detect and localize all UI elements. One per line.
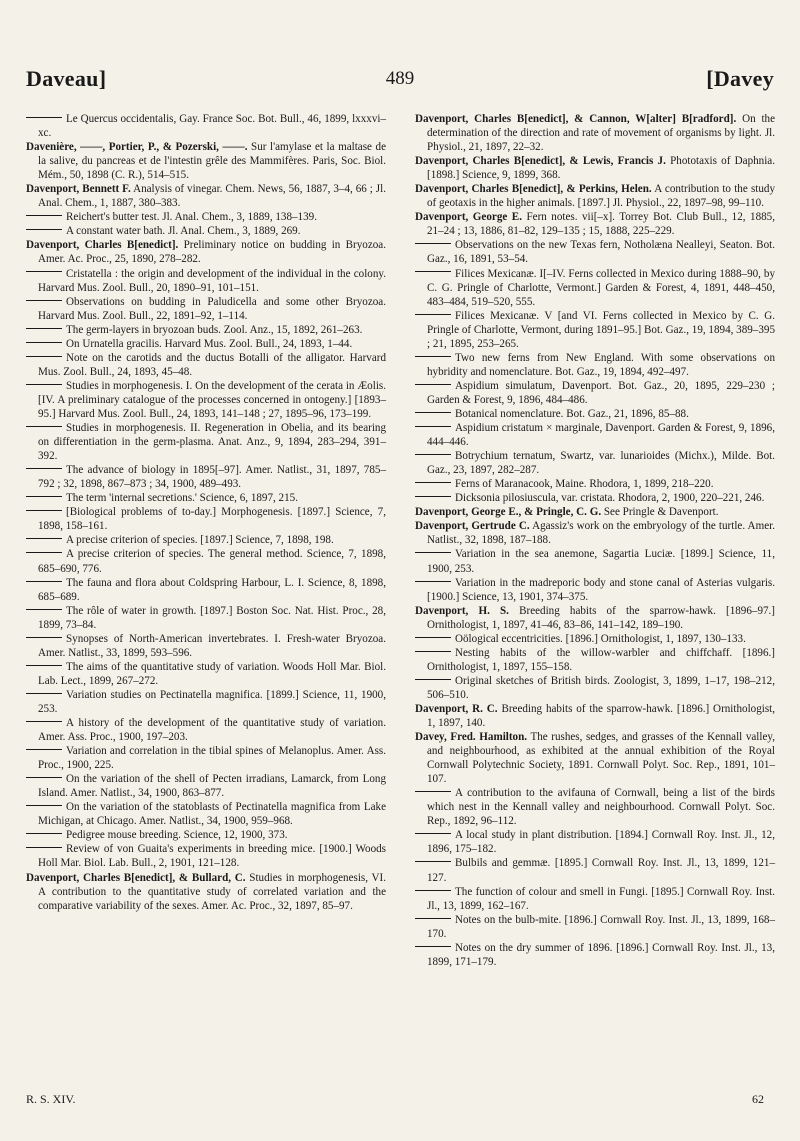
ditto-dash xyxy=(26,271,62,272)
entry-text: Nesting habits of the willow-warbler and chiffchaff. [1896.] Ornithologist, 1, 1897, 155–158. xyxy=(427,646,775,673)
bibliography-entry xyxy=(26,772,386,800)
bibliography-entry xyxy=(26,871,386,913)
page-number: 489 xyxy=(385,68,415,89)
entry-text: The aims of the quantitative study of variation. Woods Holl Mar. Biol. Lab. Lect., 1899, 267–272. xyxy=(38,660,386,687)
entry-text: A local study in plant distribution. [1894.] Cornwall Roy. Inst. Jl., 12, 1896, 175–182. xyxy=(427,829,775,856)
signature-number: 62 xyxy=(752,1092,764,1106)
ditto-dash xyxy=(26,300,62,301)
ditto-dash xyxy=(26,538,62,539)
bibliography-entry xyxy=(26,351,386,379)
entry-text: Two new ferns from New England. With some observations on hybridity and nomenclature. Bot. Gaz., 19, 1894, 492–497. xyxy=(427,351,775,378)
bibliography-entry xyxy=(26,800,386,828)
entry-text: Studies in morphogenesis, VI. A contribution to the quantitative study of correlated variation and the comparative variability of the sexes. Amer. Ac. Proc., 32, 1897, 85–97. xyxy=(38,871,387,912)
ditto-dash xyxy=(415,890,451,891)
entry-text: Observations on the new Texas fern, Notholæna Nealleyi, Seaton. Bot. Gaz., 16, 1891, 53–54. xyxy=(427,239,775,266)
entry-author: Davenport, Gertrude C. xyxy=(415,520,530,533)
bibliography-entry xyxy=(26,688,386,716)
ditto-dash xyxy=(26,609,62,610)
bibliography-entry xyxy=(415,182,775,210)
ditto-dash xyxy=(26,468,62,469)
entry-text: Observations on budding in Paludicella and some other Bryozoa. Harvard Mus. Zool. Bull., 22, 1891–92, 1–114. xyxy=(38,295,386,322)
bibliography-entry xyxy=(415,519,775,547)
bibliography-entry xyxy=(26,379,386,421)
bibliography-entry xyxy=(26,828,386,842)
running-head-right: [Davey xyxy=(706,66,774,91)
ditto-dash xyxy=(415,861,451,862)
ditto-dash xyxy=(26,749,62,750)
ditto-dash xyxy=(26,847,62,848)
entry-text: A constant water bath. Jl. Anal. Chem., 3, 1889, 269. xyxy=(66,225,301,238)
bibliography-entry xyxy=(415,238,775,266)
bibliography-entry xyxy=(26,604,386,632)
entry-text: The rushes, sedges, and grasses of the Kennall valley, and neighbourhood, as exhibited at the annual exhibition of the Royal Cornwall Polytechnic Society, 1891. Cornwall Polyt. Soc. Rep., 1891, 101–107. xyxy=(427,731,775,786)
bibliography-entry xyxy=(26,323,386,337)
bibliography-entry xyxy=(415,491,775,505)
entry-text: The advance of biology in 1895[–97]. Amer. Natlist., 31, 1897, 785–792 ; 32, 1898, 867–873 ; 34, 1900, 489–493. xyxy=(38,464,386,491)
ditto-dash xyxy=(415,651,451,652)
entry-text: Fern notes. vii[–x]. Torrey Bot. Club Bull., 12, 1885, 21–24 ; 13, 1886, 81–82, 129–135 ; 15, 1888, 225–229. xyxy=(427,211,775,238)
ditto-dash xyxy=(26,665,62,666)
ditto-dash xyxy=(415,637,451,638)
entry-text: Preliminary notice on budding in Bryozoa. Amer. Ac. Proc., 25, 1890, 278–282. xyxy=(38,239,387,266)
ditto-dash xyxy=(415,412,451,413)
ditto-dash xyxy=(26,496,62,497)
entry-text: A precise criterion of species. [1897.] Science, 7, 1898, 198. xyxy=(66,534,334,547)
ditto-dash xyxy=(415,552,451,553)
entry-text: Notes on the bulb-mite. [1896.] Cornwall Roy. Inst. Jl., 13, 1899, 168–170. xyxy=(427,913,775,940)
bibliography-entry xyxy=(26,632,386,660)
entry-text: Variation studies on Pectinatella magnifica. [1899.] Science, 11, 1900, 253. xyxy=(38,688,386,715)
ditto-dash xyxy=(415,791,451,792)
entry-text: Synopses of North-American invertebrates. I. Fresh-water Bryozoa. Amer. Natlist., 33, 1899, 593–596. xyxy=(38,632,386,659)
entry-text: Studies in morphogenesis. I. On the development of the cerata in Æolis. [IV. A preliminary catalogue of the processes concerned in ontogeny.] [1893–95.] Harvard Mus. Zool. Bull., 24, 1893, 141–148 ; 27, 1895–96, 173–199. xyxy=(38,379,386,420)
entry-text: Breeding habits of the sparrow-hawk. [1896–97.] Ornithologist, 1, 1897, 41–46, 83–86, 141–142, 189–190. xyxy=(427,604,776,631)
entry-text: Bulbils and gemmæ. [1895.] Cornwall Roy. Inst. Jl., 13, 1899, 121–127. xyxy=(427,857,775,884)
entry-text: Dicksonia pilosiuscula, var. cristata. Rhodora, 2, 1900, 220–221, 246. xyxy=(455,492,765,505)
entry-text: Notes on the dry summer of 1896. [1896.] Cornwall Roy. Inst. Jl., 13, 1899, 171–179. xyxy=(427,941,775,968)
bibliography-entry xyxy=(415,856,775,884)
bibliography-entry xyxy=(415,154,775,182)
bibliography-entry xyxy=(415,885,775,913)
bibliography-entry xyxy=(26,842,386,870)
entry-text: On the variation of the shell of Pecten irradians, Lamarck, from Long Island. Amer. Natlist., 34, 1900, 863–877. xyxy=(38,773,386,800)
entry-text: Agassiz's work on the embryology of the turtle. Amer. Natlist., 32, 1898, 187–188. xyxy=(427,520,775,547)
entry-text: A contribution to the study of geotaxis in the higher animals. [1897.] Jl. Physiol., 22, 1897–98, 99–110. xyxy=(427,183,775,210)
ditto-dash xyxy=(26,356,62,357)
entry-text: Botanical nomenclature. Bot. Gaz., 21, 1896, 85–88. xyxy=(455,407,689,420)
bibliography-entry xyxy=(26,337,386,351)
signature-mark: R. S. XIV. xyxy=(26,1092,76,1106)
bibliography-entry xyxy=(415,351,775,379)
entry-text: Breeding habits of the sparrow-hawk. [1896.] Ornithologist, 1, 1897, 140. xyxy=(427,702,775,730)
entry-text: Filices Mexicanæ. I[–IV. Ferns collected in Mexico during 1888–90, by C. G. Pringle of Charlotte, Vermont.] Garden & Forest, 4, 1891, 448–450, 483–484, 519–520, 555. xyxy=(427,267,775,308)
bibliography-entry xyxy=(415,309,775,351)
page-header xyxy=(26,66,774,98)
bibliography-entry xyxy=(26,267,386,295)
bibliography-entry xyxy=(415,913,775,941)
entry-text: Oölogical eccentricities. [1896.] Ornithologist, 1, 1897, 130–133. xyxy=(455,632,746,645)
entry-text: Ferns of Maranacook, Maine. Rhodora, 1, 1899, 218–220. xyxy=(455,478,714,491)
left-column xyxy=(26,112,386,913)
ditto-dash xyxy=(415,271,451,272)
entry-text: Aspidium cristatum × marginale, Davenport. Garden & Forest, 9, 1896, 444–446. xyxy=(427,422,775,449)
bibliography-entry xyxy=(26,140,386,182)
entry-text: Variation and correlation in the tibial spines of Melanoplus. Amer. Ass. Proc., 1900, 225. xyxy=(38,745,386,772)
ditto-dash xyxy=(415,496,451,497)
bibliography-entry xyxy=(26,576,386,604)
ditto-dash xyxy=(415,454,451,455)
entry-text: Botrychium ternatum, Swartz, var. lunarioides (Michx.), Milde. Bot. Gaz., 23, 1897, 282–287. xyxy=(427,450,775,477)
ditto-dash xyxy=(26,552,62,553)
entry-text: Le Quercus occidentalis, Gay. France Soc. Bot. Bull., 46, 1899, lxxxvi–xc. xyxy=(38,113,386,140)
ditto-dash xyxy=(26,215,62,216)
entry-text: Aspidium simulatum, Davenport. Bot. Gaz., 20, 1895, 229–230 ; Garden & Forest, 9, 1896, 484–486. xyxy=(427,379,775,406)
bibliography-entry xyxy=(415,576,775,604)
bibliography-entry xyxy=(415,505,775,519)
bibliography-entry xyxy=(26,491,386,505)
ditto-dash xyxy=(415,482,451,483)
ditto-dash xyxy=(415,384,451,385)
entry-text: Studies in morphogenesis. II. Regeneration in Obelia, and its bearing on differentiation in the germ-plasma. Anat. Anz., 9, 1894, 283–294, 391–392. xyxy=(38,422,386,463)
entry-text: On Urnatella gracilis. Harvard Mus. Zool. Bull., 24, 1893, 1–44. xyxy=(66,337,353,350)
ditto-dash xyxy=(26,510,62,511)
bibliography-entry xyxy=(26,547,386,575)
ditto-dash xyxy=(26,581,62,582)
entry-author: Davenport, Charles B[enedict]. xyxy=(26,239,179,252)
ditto-dash xyxy=(26,342,62,343)
bibliography-entry xyxy=(415,477,775,491)
entry-text: Pedigree mouse breeding. Science, 12, 1900, 373. xyxy=(66,829,288,842)
ditto-dash xyxy=(26,117,62,118)
entry-text: Review of von Guaita's experiments in breeding mice. [1900.] Woods Holl Mar. Biol. Lab. Bull., 2, 1901, 121–128. xyxy=(38,843,386,870)
bibliography-entry xyxy=(26,716,386,744)
bibliography-entry xyxy=(415,112,775,154)
entry-text: A history of the development of the quantitative study of variation. Amer. Ass. Proc., 1900, 197–203. xyxy=(38,717,386,744)
entry-author: Davenport, Charles B[enedict], & Perkins, Helen. xyxy=(415,183,652,196)
entry-text: Original sketches of British birds. Zoologist, 3, 1899, 1–17, 198–212, 506–510. xyxy=(427,674,775,701)
entry-author: Davenport, George E., & Pringle, C. G. xyxy=(415,506,602,519)
bibliography-entry xyxy=(415,646,775,674)
ditto-dash xyxy=(415,918,451,919)
bibliography-entry xyxy=(26,421,386,463)
ditto-dash xyxy=(26,805,62,806)
bibliography-entry xyxy=(26,533,386,547)
ditto-dash xyxy=(26,693,62,694)
bibliography-entry xyxy=(26,112,386,140)
bibliography-entry xyxy=(415,449,775,477)
bibliography-entry xyxy=(26,238,386,266)
ditto-dash xyxy=(26,637,62,638)
bibliography-entry xyxy=(26,224,386,238)
entry-author: Davenport, Charles B[enedict], & Lewis, Francis J. xyxy=(415,155,666,168)
ditto-dash xyxy=(26,328,62,329)
entry-text: The rôle of water in growth. [1897.] Boston Soc. Nat. Hist. Proc., 28, 1899, 73–84. xyxy=(38,604,386,631)
bibliography-entry xyxy=(415,786,775,828)
bibliography-entry xyxy=(26,744,386,772)
bibliography-entry xyxy=(415,210,775,238)
entry-text: Sur l'amylase et la maltase de la salive, du pancreas et de l'intestin grêle des Mammifères. Paris, Soc. Biol. Mém., 50, 1898 (C. R.), 514–515. xyxy=(38,141,386,182)
entry-text: Reichert's butter test. Jl. Anal. Chem., 3, 1889, 138–139. xyxy=(66,211,317,224)
ditto-dash xyxy=(26,384,62,385)
ditto-dash xyxy=(415,426,451,427)
entry-text: The germ-layers in bryozoan buds. Zool. Anz., 15, 1892, 261–263. xyxy=(66,323,363,336)
ditto-dash xyxy=(415,243,451,244)
ditto-dash xyxy=(415,314,451,315)
bibliography-entry xyxy=(415,267,775,309)
entry-author: Davenport, Charles B[enedict], & Cannon, W[alter] B[radford]. xyxy=(415,113,737,125)
entry-author: Davenière, ——, Portier, P., & Pozerski, ——. xyxy=(26,141,248,154)
bibliography-entry xyxy=(26,210,386,224)
ditto-dash xyxy=(26,229,62,230)
entry-text: Variation in the madreporic body and stone canal of Asterias vulgaris. [1900.] Science, 13, 1901, 374–375. xyxy=(427,576,775,603)
bibliography-entry xyxy=(26,463,386,491)
entry-text: A precise criterion of species. The general method. Science, 7, 1898, 685–690, 776. xyxy=(38,548,386,575)
right-column xyxy=(415,112,775,969)
bibliography-entry xyxy=(26,182,386,210)
bibliography-entry xyxy=(26,505,386,533)
bibliography-entry xyxy=(415,632,775,646)
entry-author: Davenport, Charles B[enedict], & Bullard, C. xyxy=(26,871,246,884)
bibliography-entry xyxy=(26,660,386,688)
bibliography-entry xyxy=(415,702,775,730)
entry-text: On the determination of the direction and rate of movement of organisms by light. Jl. Physiol., 21, 1897, 22–32. xyxy=(427,113,776,154)
bibliography-entry xyxy=(415,421,775,449)
entry-author: Davenport, George E. xyxy=(415,211,522,224)
entry-text: The term 'internal secretions.' Science, 6, 1897, 215. xyxy=(66,492,298,505)
entry-text: Analysis of vinegar. Chem. News, 56, 1887, 3–4, 66 ; Jl. Anal. Chem., 1, 1887, 380–383. xyxy=(38,183,386,210)
entry-text: See Pringle & Davenport. xyxy=(603,506,719,519)
ditto-dash xyxy=(26,721,62,722)
page-footer xyxy=(26,1092,774,1108)
ditto-dash xyxy=(26,426,62,427)
entry-text: The function of colour and smell in Fungi. [1895.] Cornwall Roy. Inst. Jl., 13, 1899, 162–167. xyxy=(427,885,775,912)
entry-text: Variation in the sea anemone, Sagartia Luciæ. [1899.] Science, 11, 1900, 253. xyxy=(427,548,775,575)
ditto-dash xyxy=(26,833,62,834)
ditto-dash xyxy=(26,777,62,778)
bibliography-entry xyxy=(415,604,775,632)
bibliography-entry xyxy=(415,730,775,786)
bibliography-entry xyxy=(415,674,775,702)
bibliography-entry xyxy=(415,828,775,856)
ditto-dash xyxy=(415,581,451,582)
entry-text: The fauna and flora about Coldspring Harbour, L. I. Science, 8, 1898, 685–689. xyxy=(38,576,386,603)
bibliography-entry xyxy=(415,941,775,969)
bibliography-entry xyxy=(26,295,386,323)
entry-text: Phototaxis of Daphnia. [1898.] Science, 9, 1899, 368. xyxy=(427,155,775,182)
entry-text: On the variation of the statoblasts of Pectinatella magnifica from Lake Michigan, at Chicago. Amer. Natlist., 34, 1900, 959–968. xyxy=(38,801,386,828)
bibliography-entry xyxy=(415,379,775,407)
ditto-dash xyxy=(415,356,451,357)
entry-text: [Biological problems of to-day.] Morphogenesis. [1897.] Science, 7, 1898, 158–161. xyxy=(38,506,386,533)
running-head-left: Daveau] xyxy=(26,66,107,91)
entry-text: A contribution to the avifauna of Cornwall, being a list of the birds which nest in the Kennall valley and neighbourhood. Cornwall Polyt. Soc. Rep., 1892, 96–112. xyxy=(427,787,775,828)
bibliography-entry xyxy=(415,407,775,421)
ditto-dash xyxy=(415,946,451,947)
bibliography-entry xyxy=(415,547,775,575)
ditto-dash xyxy=(415,679,451,680)
entry-author: Davenport, H. S. xyxy=(415,604,509,617)
entry-author: Davenport, R. C. xyxy=(415,702,498,715)
entry-author: Davenport, Bennett F. xyxy=(26,183,131,196)
entry-text: Note on the carotids and the ductus Botalli of the alligator. Harvard Mus. Zool. Bull., 24, 1893, 45–48. xyxy=(38,351,386,378)
entry-text: Cristatella : the origin and development of the individual in the colony. Harvard Mus. Zool. Bull., 20, 1890–91, 101–151. xyxy=(38,267,386,294)
entry-author: Davey, Fred. Hamilton. xyxy=(415,731,528,744)
ditto-dash xyxy=(415,833,451,834)
entry-text: Filices Mexicanæ. V [and VI. Ferns collected in Mexico by C. G. Pringle of Charlotte, Vermont, during 1891–95.] Bot. Gaz., 19, 1894, 389–395 ; 21, 1895, 253–265. xyxy=(427,309,775,350)
